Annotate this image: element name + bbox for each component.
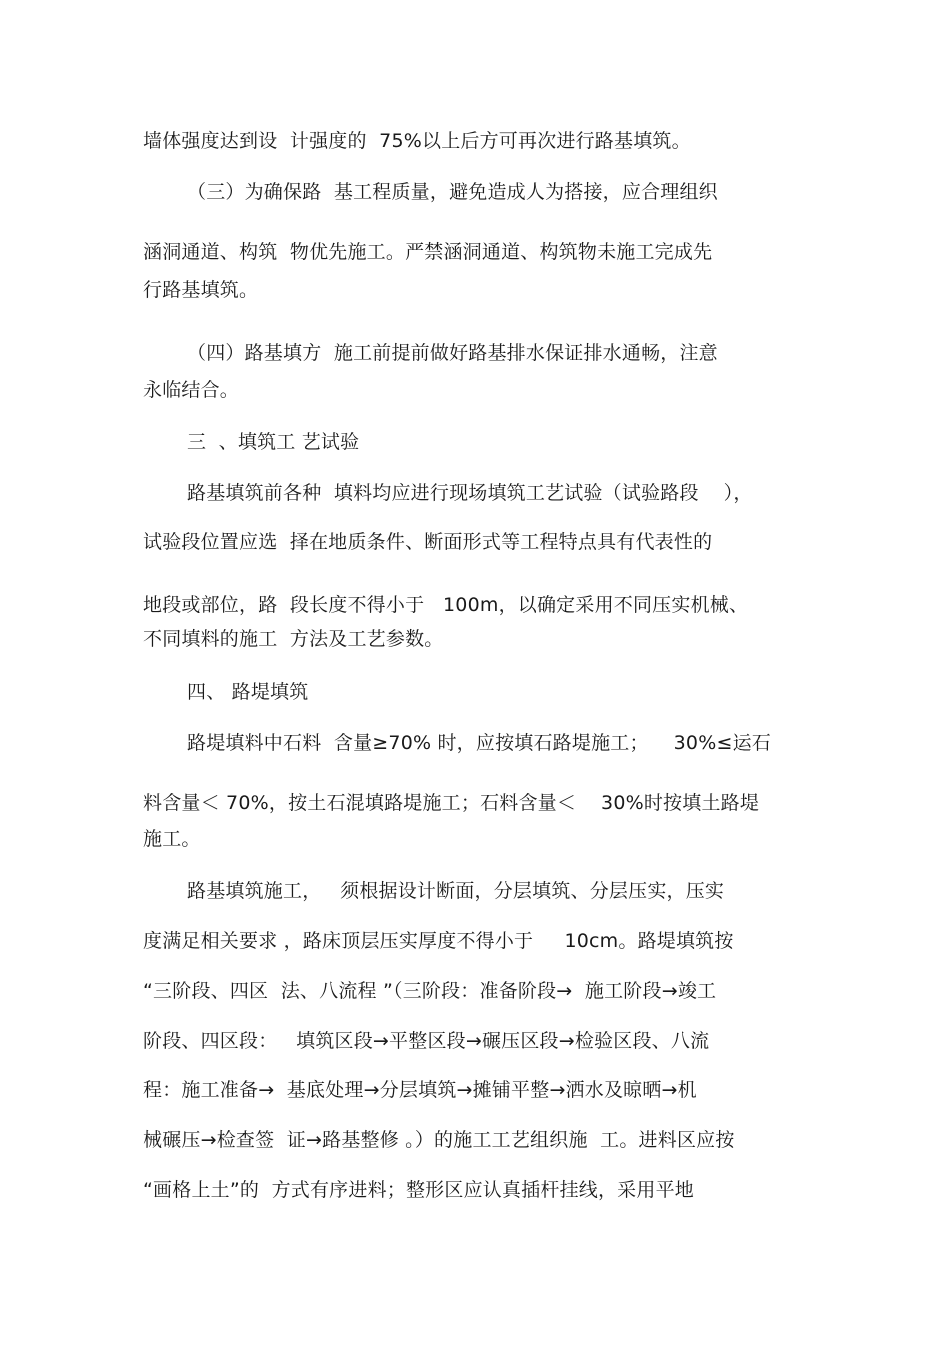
text-line-11: 不同填料的施工 方法及工艺参数。: [143, 628, 444, 650]
text-line-4: 行路基填筑。: [143, 279, 259, 301]
text-line-13: 路堤填料中石料 含量≥70% 时，应按填石路堤施工； 30%≤运石: [187, 732, 771, 754]
text-line-19: 阶段、四区段： 填筑区段→平整区段→碾压区段→检验区段、八流: [143, 1030, 710, 1052]
text-line-9: 试验段位置应选 择在地质条件、断面形式等工程特点具有代表性的: [143, 531, 713, 553]
text-line-15: 施工。: [143, 828, 201, 850]
text-line-21: 械碾压→检查签 证→路基整修 。）的施工工艺组织施 工。进料区应按: [143, 1129, 735, 1151]
text-line-10: 地段或部位，路 段长度不得小于 100m，以确定采用不同压实机械、: [143, 594, 749, 616]
text-line-8: 路基填筑前各种 填料均应进行现场填筑工艺试验（试验路段 ），: [187, 482, 753, 504]
text-line-20: 程：施工准备→ 基底处理→分层填筑→摊铺平整→洒水及晾晒→机: [143, 1079, 697, 1101]
section-heading-4: 四、 路堤填筑: [187, 681, 309, 703]
text-line-5: （四）路基填方 施工前提前做好路基排水保证排水通畅，注意: [187, 342, 718, 364]
text-line-14: 料含量＜ 70%，按土石混填路堤施工；石料含量＜ 30%时按填土路堤: [143, 792, 760, 814]
text-line-6: 永临结合。: [143, 379, 240, 401]
text-line-16: 路基填筑施工， 须根据设计断面，分层填筑、分层压实，压实: [187, 880, 725, 902]
section-heading-3: 三 、填筑工 艺试验: [187, 431, 360, 453]
text-line-3: 涵洞通道、构筑 物优先施工。严禁涵洞通道、构筑物未施工完成先: [143, 241, 713, 263]
text-line-22: “画格上土”的 方式有序进料；整形区应认真插杆挂线，采用平地: [143, 1179, 694, 1201]
text-line-2: （三）为确保路 基工程质量，避免造成人为搭接，应合理组织: [187, 181, 718, 203]
text-line-18: “三阶段、四区 法、八流程 ”（三阶段：准备阶段→ 施工阶段→竣工: [143, 980, 717, 1002]
text-line-17: 度满足相关要求 ，路床顶层压实厚度不得小于 10cm。路堤填筑按: [143, 930, 734, 952]
text-line-1: 墙体强度达到设 计强度的 75%以上后方可再次进行路基填筑。: [143, 130, 691, 152]
